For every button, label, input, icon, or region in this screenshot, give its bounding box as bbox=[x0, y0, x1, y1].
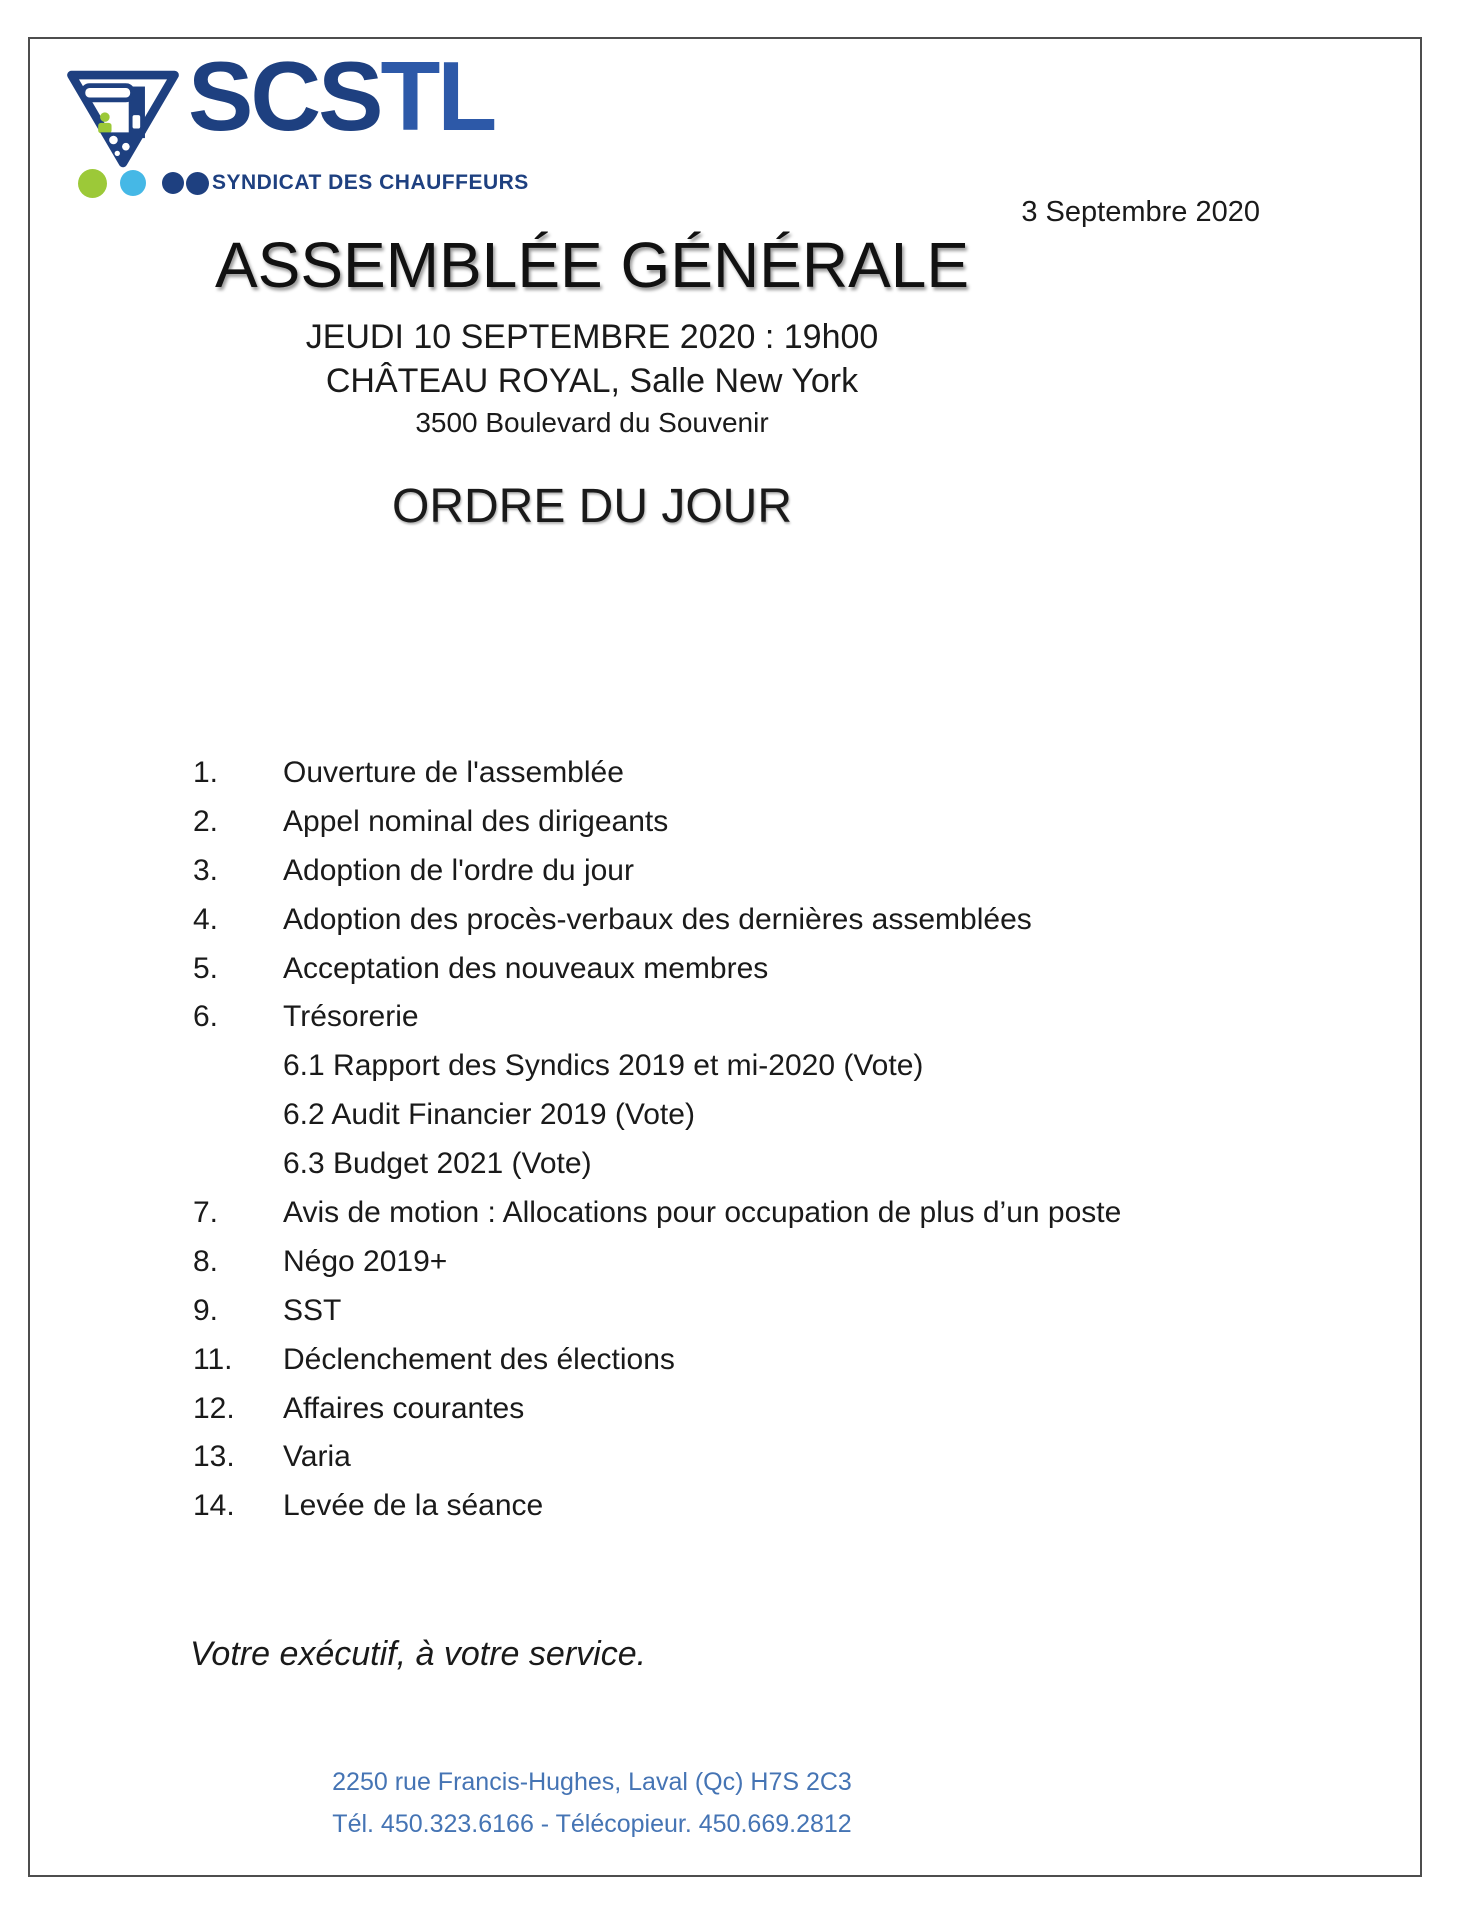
agenda-item bbox=[193, 1289, 1293, 1338]
logo-acronym bbox=[188, 43, 494, 151]
agenda-item-number: 2. bbox=[193, 804, 219, 838]
agenda-item-number: 13. bbox=[193, 1440, 235, 1474]
agenda-item-number: 5. bbox=[193, 951, 219, 985]
agenda-item-number bbox=[193, 1093, 283, 1095]
footer-address: 2250 rue Francis-Hughes, Laval (Qc) H7S 2C3 bbox=[332, 1768, 852, 1796]
logo-tagline: SYNDICAT DES CHAUFFEURS bbox=[212, 171, 529, 194]
meeting-datetime: JEUDI 10 SEPTEMBRE 2020 : 19h00 bbox=[305, 318, 879, 356]
agenda-item-text: Varia bbox=[283, 1440, 351, 1474]
agenda-item bbox=[193, 1240, 1293, 1289]
document-date: 3 Septembre 2020 bbox=[1021, 196, 1260, 228]
agenda-item bbox=[193, 751, 1293, 800]
agenda-item bbox=[193, 1435, 1293, 1484]
agenda-item-text: Déclenchement des élections bbox=[283, 1342, 675, 1376]
navy-dot-icon bbox=[186, 172, 209, 195]
agenda-item-text: Adoption de l'ordre du jour bbox=[283, 853, 634, 887]
agenda-item-text: Ouverture de l'assemblée bbox=[283, 756, 624, 789]
closing-line: Votre exécutif, à votre service. bbox=[190, 1635, 647, 1673]
agenda-item-number: 11. bbox=[193, 1342, 233, 1376]
blue-dot-icon bbox=[120, 170, 146, 196]
agenda-item-number: 14. bbox=[193, 1489, 235, 1523]
agenda-item-number bbox=[193, 1044, 283, 1046]
truck-funnel-icon bbox=[60, 67, 186, 171]
agenda-item-number: 12. bbox=[193, 1391, 235, 1425]
agenda-item-number bbox=[193, 1142, 283, 1144]
agenda-item bbox=[193, 1338, 1293, 1387]
agenda-item-text: 6.3 Budget 2021 (Vote) bbox=[283, 1147, 592, 1181]
logo-tagline-row bbox=[78, 167, 529, 199]
agenda-item bbox=[193, 1191, 1293, 1240]
agenda-list bbox=[193, 751, 1293, 1533]
document-page bbox=[28, 37, 1422, 1877]
agenda-item-number: 8. bbox=[193, 1244, 219, 1278]
logo-acronym-primary: SCS bbox=[188, 41, 381, 151]
meeting-venue: CHÂTEAU ROYAL, Salle New York bbox=[325, 362, 859, 400]
agenda-item-text: Trésorerie bbox=[283, 1000, 419, 1034]
agenda-item-text: Affaires courantes bbox=[283, 1391, 525, 1425]
agenda-item-text: 6.2 Audit Financier 2019 (Vote) bbox=[283, 1098, 695, 1132]
agenda-item-number: 6. bbox=[193, 1000, 219, 1034]
navy-dot-icon bbox=[162, 172, 184, 194]
agenda-item bbox=[193, 995, 1293, 1044]
agenda-item-number: 9. bbox=[193, 1293, 219, 1327]
agenda-subitem bbox=[193, 1044, 1293, 1093]
green-dot-icon bbox=[78, 169, 107, 198]
logo-acronym-secondary: TL bbox=[380, 41, 495, 151]
agenda-item-text: Acceptation des nouveaux membres bbox=[283, 951, 769, 985]
agenda-item-text: Avis de motion : Allocations pour occupation de plus d’un poste bbox=[283, 1196, 1122, 1230]
agenda-item bbox=[193, 1387, 1293, 1436]
agenda-item bbox=[193, 849, 1293, 898]
agenda-item-number: 3. bbox=[193, 853, 219, 887]
agenda-subitem bbox=[193, 1142, 1293, 1191]
agenda-item-text: Levée de la séance bbox=[283, 1489, 544, 1523]
section-title: ORDRE DU JOUR bbox=[391, 480, 792, 533]
agenda-item bbox=[193, 800, 1293, 849]
agenda-item-number: 7. bbox=[193, 1196, 219, 1230]
header-block bbox=[30, 229, 1154, 535]
agenda-item bbox=[193, 947, 1293, 996]
agenda-item-text: 6.1 Rapport des Syndics 2019 et mi-2020 (Vote) bbox=[283, 1049, 924, 1083]
agenda-item-text: Adoption des procès-verbaux des dernières assemblées bbox=[283, 902, 1032, 936]
footer-contacts: Tél. 450.323.6166 - Télécopieur. 450.669.2812 bbox=[332, 1810, 852, 1838]
scstl-logo bbox=[60, 41, 580, 207]
agenda-item-number: 1. bbox=[193, 756, 219, 789]
agenda-item-text: SST bbox=[283, 1293, 342, 1327]
agenda-item bbox=[193, 898, 1293, 947]
agenda-item-text: Appel nominal des dirigeants bbox=[283, 804, 669, 838]
footer bbox=[30, 1761, 1154, 1845]
agenda-item-number: 4. bbox=[193, 902, 219, 936]
meeting-address: 3500 Boulevard du Souvenir bbox=[415, 407, 769, 438]
agenda-item-text: Négo 2019+ bbox=[283, 1244, 448, 1278]
agenda-item bbox=[193, 1484, 1293, 1533]
agenda-subitem bbox=[193, 1093, 1293, 1142]
page-title: ASSEMBLÉE GÉNÉRALE bbox=[214, 229, 970, 301]
